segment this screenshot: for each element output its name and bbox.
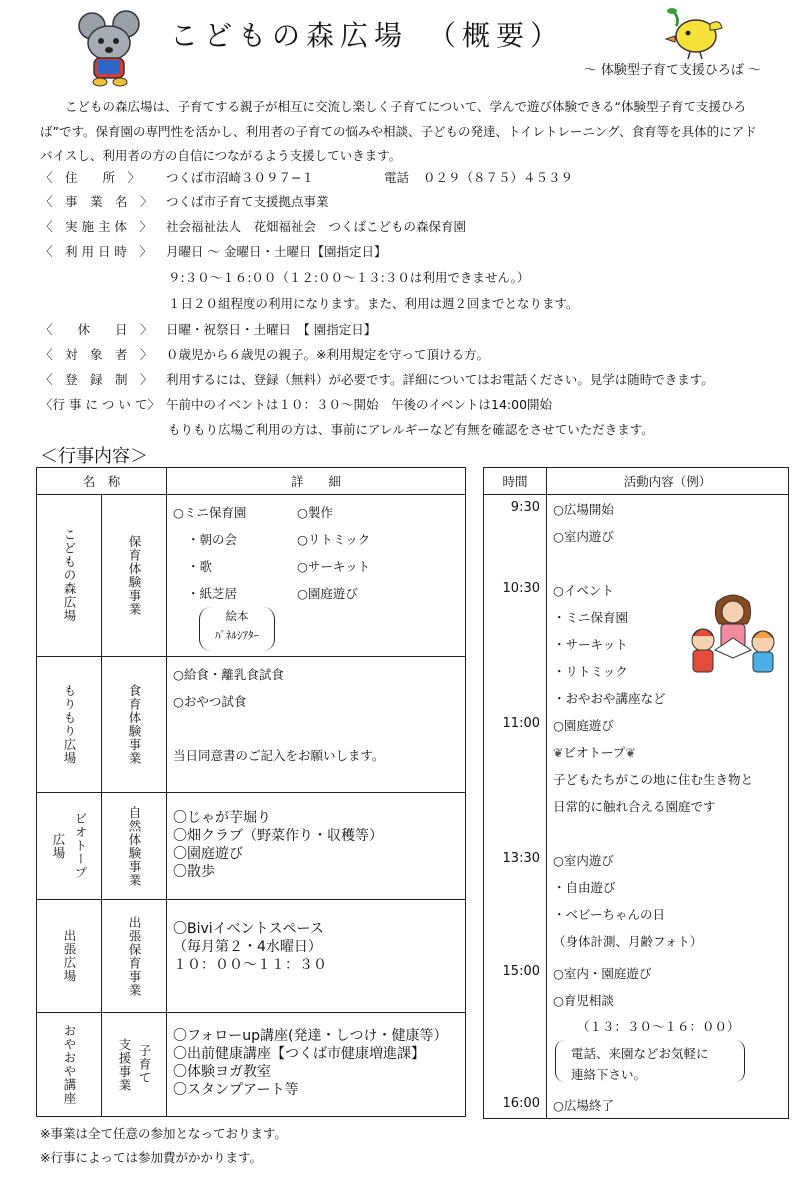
leaf-icon: ❦ xyxy=(625,745,636,760)
operator-value: 社会福祉法人 花畑福祉会 つくばこどもの森保育園 xyxy=(166,219,467,234)
holiday-value: 日曜・祝祭日・土曜日 【 園指定日】 xyxy=(166,322,377,337)
row-type: 出張保育事業 xyxy=(127,915,142,997)
activity-item: ・リトミック xyxy=(553,664,628,679)
activity-item: ・ミニ保育園 xyxy=(553,610,629,625)
row-type: 支援事業 xyxy=(117,1037,132,1092)
time-label: 10:30 xyxy=(502,581,540,596)
activity-item: 日常的に触れ合える園庭です xyxy=(553,799,716,814)
info-register-row xyxy=(40,368,714,392)
row-detail xyxy=(167,495,466,657)
activity-item: 連絡下さい。 xyxy=(571,1067,647,1082)
capacity-value: １日２０組程度の利用になります。また、利用は週２回までとなります。 xyxy=(168,296,579,311)
activity-item: （身体計測、月齢フォト） xyxy=(553,934,703,949)
allergy-value: もりもり広場ご利用の方は、事前にアレルギーなど有無を確認をさせていただきます。 xyxy=(168,422,654,437)
detail-line: 〇体験ヨガ教室 xyxy=(173,1064,271,1080)
table-row xyxy=(37,657,466,793)
info-days-row xyxy=(40,240,386,264)
info-business-row xyxy=(40,190,329,214)
detail-line: ○製作 xyxy=(297,505,333,520)
detail-line: 〇スタンプアート等 xyxy=(173,1082,299,1098)
section-title: ＜行事内容＞ xyxy=(40,446,148,467)
row-detail xyxy=(167,900,466,1013)
table-row xyxy=(37,900,466,1013)
holiday-label: 〈 休 日 〉 xyxy=(40,322,153,337)
detail-line: 〇Biviイベントスペース xyxy=(173,921,324,937)
activity-item xyxy=(553,743,636,761)
detail-line: ﾊﾟﾈﾙｼｱﾀｰ xyxy=(215,629,259,642)
detail-line: ○サーキット xyxy=(297,559,371,574)
events-table xyxy=(36,467,466,1117)
row-name: 広場 xyxy=(51,832,66,860)
head-name: 名 称 xyxy=(37,468,167,495)
activity-item: ・サーキット xyxy=(553,637,628,652)
register-label: 〈 登 録 制 〉 xyxy=(40,372,153,387)
row-type: 自然体験事業 xyxy=(127,805,142,887)
days-label: 〈 利 用 日 時 〉 xyxy=(40,244,152,259)
time-label: 11:00 xyxy=(502,716,540,731)
info-operator-row xyxy=(40,215,466,239)
row-name: こどもの森広場 xyxy=(62,528,77,623)
activity-item: （１３：３０～１６：００） xyxy=(577,1019,740,1034)
row-name: ビオトープ xyxy=(73,812,88,880)
activity-item: ○園庭遊び xyxy=(553,718,614,733)
detail-line: 〇畑クラブ（野菜作り・収穫等） xyxy=(173,828,383,844)
schedule-table xyxy=(483,467,789,1119)
row-name: もりもり広場 xyxy=(62,684,77,765)
detail-line: 〇園庭遊び xyxy=(173,846,243,862)
bird-mascot-icon xyxy=(660,6,724,62)
target-value: ０歳児から６歳児の親子。※利用規定を守って頂ける方。 xyxy=(166,347,489,362)
days-value: 月曜日 ～ 金曜日・土曜日【園指定日】 xyxy=(166,244,387,259)
detail-line: ・朝の会 xyxy=(187,532,238,547)
biotope-label: ビオトープ xyxy=(563,745,626,760)
row-type: 子育て xyxy=(137,1044,152,1085)
events-value: 午前中のイベントは１０：３０～開始 午後のイベントは14:00開始 xyxy=(166,397,553,412)
activity-item: ○広場終了 xyxy=(553,1098,614,1113)
time-column xyxy=(484,495,547,1119)
detail-line: 〇散歩 xyxy=(173,864,215,880)
detail-line: ○おやつ試食 xyxy=(173,694,247,709)
activity-item: ○室内遊び xyxy=(553,853,614,868)
detail-line: ・歌 xyxy=(187,559,213,574)
row-detail xyxy=(167,657,466,793)
page-title: こどもの森広場 （概要） xyxy=(170,19,565,52)
time-label: 9:30 xyxy=(510,500,540,515)
footnote: ※行事によっては参加費がかかります。 xyxy=(40,1150,262,1165)
activity-item: ○広場開始 xyxy=(553,502,614,517)
address-value: つくば市沼崎３０９７−１ xyxy=(166,170,314,185)
activity-item: ○室内・園庭遊び xyxy=(553,966,652,981)
activity-item: 電話、来園などお気軽に xyxy=(571,1046,709,1061)
row-detail xyxy=(167,793,466,900)
bracket-note xyxy=(199,607,275,651)
row-type: 食育体験事業 xyxy=(127,684,142,765)
leaf-icon: ❦ xyxy=(553,745,564,760)
detail-line: （毎月第２・4水曜日） xyxy=(173,939,322,955)
family-reading-icon xyxy=(687,590,779,680)
activity-item: ・ベビーちゃんの日 xyxy=(553,907,666,922)
info-address-row xyxy=(40,166,573,190)
events-label: 〈行 事 に つ い て〉 xyxy=(40,397,160,412)
business-label: 〈 事 業 名 〉 xyxy=(40,194,153,209)
activity-item: ・自由遊び xyxy=(553,880,616,895)
register-value: 利用するには、登録（無料）が必要です。詳細についてはお電話ください。見学は随時できます。 xyxy=(166,372,714,387)
row-name: 出張広場 xyxy=(62,929,77,983)
info-events-row xyxy=(40,393,552,417)
operator-label: 〈 実 施 主 体 〉 xyxy=(40,219,152,234)
time-label: 13:30 xyxy=(502,851,540,866)
subtitle: ～ 体験型子育て支援ひろば ～ xyxy=(583,63,761,78)
tel-label: 電話 xyxy=(383,170,409,185)
detail-line: 〇フォローup講座(発達・しつけ・健康等） xyxy=(173,1028,448,1044)
detail-line: １０：００～１１：３０ xyxy=(173,957,327,973)
address-label: 〈 住 所 〉 xyxy=(40,170,141,185)
business-value: つくば市子育て支援拠点事業 xyxy=(166,194,329,209)
footnotes xyxy=(40,1122,287,1170)
row-name: おやおや講座 xyxy=(62,1024,77,1105)
head-time: 時間 xyxy=(484,468,547,495)
info-holiday-row xyxy=(40,318,376,342)
table-row xyxy=(37,1013,466,1117)
head-detail: 詳 細 xyxy=(167,468,466,495)
row-detail xyxy=(167,1013,466,1117)
activity-item: ・おやおや講座など xyxy=(553,691,666,706)
activity-column xyxy=(547,495,789,1119)
detail-line: ・紙芝居 xyxy=(187,586,238,601)
info-target-row xyxy=(40,343,489,367)
hours-value: ９:３０～１６:００（１２:００～１３:３０は利用できません。） xyxy=(168,270,530,285)
detail-line: 〇じゃが芋堀り xyxy=(173,810,271,826)
time-label: 15:00 xyxy=(502,964,540,979)
table-row xyxy=(37,495,466,657)
detail-line: ○給食・離乳食試食 xyxy=(173,667,284,682)
activity-item: ○育児相談 xyxy=(553,993,614,1008)
mouse-mascot-icon xyxy=(76,10,146,88)
footnote: ※事業は全て任意の参加となっております。 xyxy=(40,1126,287,1141)
detail-line: ○リトミック xyxy=(297,532,371,547)
time-label: 16:00 xyxy=(502,1096,540,1111)
detail-line: 〇出前健康講座【つくば市健康増進課】 xyxy=(173,1046,425,1062)
detail-line: ○園庭遊び xyxy=(297,586,358,601)
head-activity: 活動内容（例） xyxy=(547,468,789,495)
activity-item: ○室内遊び xyxy=(553,529,614,544)
target-label: 〈 対 象 者 〉 xyxy=(40,347,153,362)
intro-paragraph: こどもの森広場は、子育てする親子が相互に交流し楽しく子育てについて、学んで遊び体験できる“体験型子育て支援ひろば”です。保育園の専門性を活かし、利用者の子育ての悩みや相談、子どもの発達、トイレトレーニング、食育等を具体的にアドバイスし、利用者の方の自信につながるよう支援していきます。 xyxy=(40,99,757,163)
activity-item: 子どもたちがこの地に住む生き物と xyxy=(553,772,754,787)
row-type: 保育体験事業 xyxy=(127,535,142,616)
table-row xyxy=(37,793,466,900)
detail-line: ○ミニ保育園 xyxy=(173,505,247,520)
activity-item: ○イベント xyxy=(553,583,614,598)
detail-line: 当日同意書のご記入をお願いします。 xyxy=(173,748,385,763)
tel-value: ０２９（８７５）４５３９ xyxy=(423,170,574,185)
detail-line: 絵本 xyxy=(225,609,249,623)
